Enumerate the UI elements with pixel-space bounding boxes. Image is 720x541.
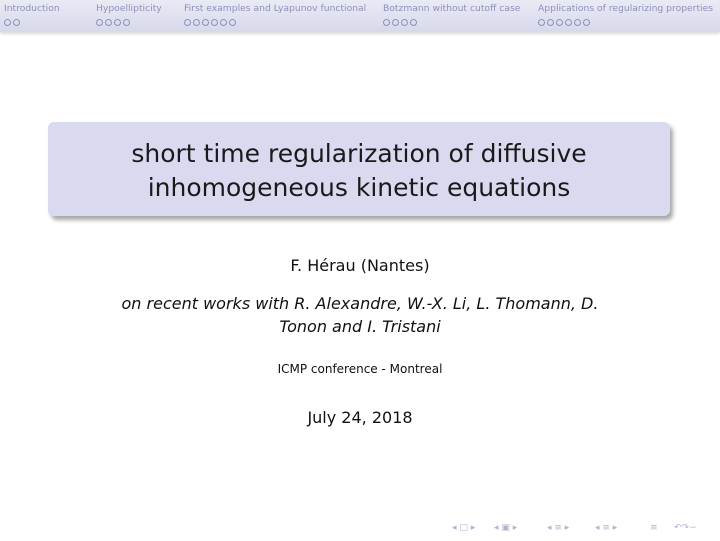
frame-dot[interactable]: [96, 19, 103, 26]
subsection-nav-icon[interactable]: ◂ ≡ ▸: [547, 523, 570, 533]
frame-dot[interactable]: [229, 19, 236, 26]
search-back-forward-icon[interactable]: ↶↷∽: [674, 523, 697, 533]
frame-dot[interactable]: [401, 19, 408, 26]
frame-dot[interactable]: [392, 19, 399, 26]
align-icon[interactable]: ≡: [650, 523, 658, 533]
collaborators: [0, 292, 720, 338]
slide-title-line-1: short time regularization of diffusive: [131, 139, 587, 168]
frame-dot[interactable]: [383, 19, 390, 26]
frame-dot[interactable]: [220, 19, 227, 26]
nav-section-label[interactable]: Applications of regularizing properties: [538, 3, 714, 14]
collaborators-line-2: Tonon and I. Tristani: [279, 317, 441, 336]
frame-dot[interactable]: [565, 19, 572, 26]
frame-dot[interactable]: [547, 19, 554, 26]
frame-dot[interactable]: [556, 19, 563, 26]
nav-frame-dots: [538, 19, 713, 27]
frame-dot[interactable]: [574, 19, 581, 26]
frame-dot[interactable]: [202, 19, 209, 26]
frame-dot[interactable]: [184, 19, 191, 26]
title-box: [48, 122, 670, 216]
nav-frame-dots: [96, 19, 162, 27]
collaborators-line-1: on recent works with R. Alexandre, W.-X. Li, L. Thomann, D.: [121, 294, 599, 313]
frame-dot[interactable]: [105, 19, 112, 26]
nav-frame-dots: [4, 19, 60, 27]
nav-frame-dots: [383, 19, 520, 27]
frame-dot[interactable]: [4, 19, 11, 26]
author: F. Hérau (Nantes): [290, 256, 430, 275]
nav-section-label[interactable]: Hypoellipticity: [96, 3, 162, 14]
frame-dot[interactable]: [193, 19, 200, 26]
section-navigation-bar: [0, 0, 720, 32]
beamer-navigation-symbols: [452, 522, 714, 534]
frame-dot[interactable]: [211, 19, 218, 26]
date: July 24, 2018: [307, 408, 413, 427]
nav-section-introduction[interactable]: [4, 3, 60, 27]
frame-dot[interactable]: [410, 19, 417, 26]
frame-dot[interactable]: [13, 19, 20, 26]
slide-title-line-2: inhomogeneous kinetic equations: [147, 173, 571, 202]
nav-section-hypoellipticity[interactable]: [96, 3, 162, 27]
frame-dot[interactable]: [114, 19, 121, 26]
frame-dot[interactable]: [583, 19, 590, 26]
nav-section-label[interactable]: First examples and Lyapunov functional: [184, 3, 367, 14]
nav-section-boltzmann[interactable]: [383, 3, 520, 27]
nav-frame-dots: [184, 19, 366, 27]
frame-dot[interactable]: [538, 19, 545, 26]
nav-section-first-examples[interactable]: [184, 3, 366, 27]
slide-nav-icon[interactable]: ◂ □ ▸: [452, 523, 476, 533]
nav-section-label[interactable]: Botzmann without cutoff case: [383, 3, 521, 14]
nav-section-applications[interactable]: [538, 3, 713, 27]
section-nav-icon[interactable]: ◂ ≡ ▸: [595, 523, 618, 533]
frame-dot[interactable]: [123, 19, 130, 26]
nav-section-label[interactable]: Introduction: [4, 3, 60, 14]
conference: ICMP conference - Montreal: [277, 362, 443, 376]
frame-nav-icon[interactable]: ◂ ▣ ▸: [494, 523, 518, 533]
